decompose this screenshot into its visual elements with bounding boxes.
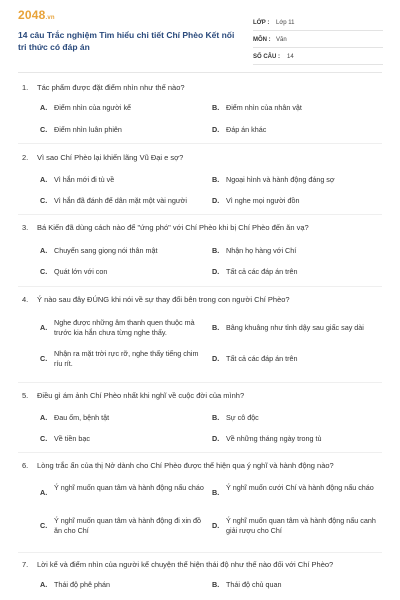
option-text: Về những tháng ngày trong tù xyxy=(226,434,322,443)
meta-row-count xyxy=(253,51,383,65)
option-text: Nghe được những âm thanh quen thuộc mà trước kia hắn chưa từng nghe thấy. xyxy=(54,318,195,337)
option-letter: A. xyxy=(40,103,48,112)
option-text: Ý nghĩ muốn quan tâm và hành động nấu cháo xyxy=(54,483,204,492)
option-letter: D. xyxy=(212,434,220,443)
option-text: Vì hắn mới đi tù về xyxy=(54,175,115,184)
question-number: 5. xyxy=(22,391,29,400)
option-letter: D. xyxy=(212,125,220,134)
meta-label: SỐ CÂU : xyxy=(253,54,280,60)
option-text: Đáp án khác xyxy=(226,125,267,134)
option-text: Ý nghĩ muốn quan tâm và hành động nấu canh giải rượu cho Chí xyxy=(226,516,376,535)
question-separator xyxy=(18,286,382,287)
option-text: Ý nghĩ muốn quan tâm và hành động đi xin đồ ăn cho Chí xyxy=(54,516,202,535)
option-text: Chuyển sang giọng nói thân mật xyxy=(54,246,158,255)
site-logo[interactable] xyxy=(18,8,55,22)
option-letter: D. xyxy=(212,267,220,276)
question-text: Tác phẩm được đặt điểm nhìn như thế nào? xyxy=(37,83,185,92)
meta-label: MÔN : xyxy=(253,37,271,43)
option-text: Về tiền bạc xyxy=(54,434,90,443)
option-letter: C. xyxy=(40,354,48,363)
option-letter: A. xyxy=(40,488,48,497)
option-text: Bâng khuâng như tỉnh dậy sau giấc say dài xyxy=(226,323,364,332)
option-text: Quát lớn với con xyxy=(54,267,108,276)
option-text: Vì nghe mọi người đồn xyxy=(226,196,300,205)
exam-meta xyxy=(253,17,383,68)
option-text: Tất cả các đáp án trên xyxy=(226,354,298,363)
option-letter: C. xyxy=(40,196,48,205)
option-letter: A. xyxy=(40,246,48,255)
question-separator xyxy=(18,552,382,553)
option-letter: A. xyxy=(40,323,48,332)
option-letter: D. xyxy=(212,521,220,530)
question-number: 2. xyxy=(22,153,29,162)
option-text: Điểm nhìn của người kể xyxy=(54,103,132,112)
meta-row-subject xyxy=(253,34,383,48)
question-separator xyxy=(18,143,382,144)
option-text: Nhận ra mặt trời rực rỡ, nghe thấy tiếng chim ríu rít. xyxy=(54,349,199,368)
header-divider xyxy=(18,72,382,73)
option-letter: B. xyxy=(212,175,220,184)
option-text: Đau ốm, bệnh tật xyxy=(54,413,110,422)
option-letter: B. xyxy=(212,103,220,112)
option-text: Thái độ phê phán xyxy=(54,580,110,589)
meta-label: LỚP : xyxy=(253,20,270,26)
option-letter: B. xyxy=(212,580,220,589)
question-text: Bá Kiến đã dùng cách nào để "ứng phó" với Chí Phèo khi bị Chí Phèo đến ăn vạ? xyxy=(37,223,309,232)
meta-value: Lớp 11 xyxy=(276,20,295,26)
logo-main: 2048 xyxy=(18,8,46,22)
question-separator xyxy=(18,452,382,453)
question-text: Lời kể và điểm nhìn của người kể chuyện thể hiện thái độ như thế nào đối với Chí Phèo? xyxy=(37,560,334,569)
option-text: Vì hắn đã đánh để dân mặt một vài người xyxy=(54,196,187,205)
option-letter: D. xyxy=(212,354,220,363)
question-number: 4. xyxy=(22,295,29,304)
option-letter: C. xyxy=(40,434,48,443)
option-text: Ngoại hình và hành động đáng sợ xyxy=(226,175,335,184)
option-letter: A. xyxy=(40,175,48,184)
exam-title: 14 câu Trắc nghiệm Tìm hiểu chi tiết Chí Phèo Kết nối tri thức có đáp án xyxy=(18,30,235,52)
option-letter: B. xyxy=(212,323,220,332)
meta-value: Văn xyxy=(276,37,287,43)
question-separator xyxy=(18,382,382,383)
question-text: Điều gì ám ảnh Chí Phèo nhất khi nghĩ về cuộc đời của mình? xyxy=(37,391,245,400)
logo-suffix: .vn xyxy=(45,15,55,21)
option-letter: B. xyxy=(212,413,220,422)
option-text: Tất cả các đáp án trên xyxy=(226,267,298,276)
option-text: Điểm nhìn luân phiên xyxy=(54,125,122,134)
question-text: Ý nào sau đây ĐÚNG khi nói về sự thay đổi bên trong con người Chí Phèo? xyxy=(37,295,290,304)
page-header xyxy=(18,8,382,70)
meta-value: 14 xyxy=(287,54,294,60)
question-number: 6. xyxy=(22,461,29,470)
question-number: 7. xyxy=(22,560,29,569)
question-text: Lòng trắc ẩn của thị Nở dành cho Chí Phèo được thể hiện qua ý nghĩ và hành động nào? xyxy=(37,461,334,470)
question-number: 3. xyxy=(22,223,29,232)
question-text: Vì sao Chí Phèo lại khiến lãng Vũ Đại e sợ? xyxy=(37,153,184,162)
question-number: 1. xyxy=(22,83,29,92)
option-text: Sự cô độc xyxy=(226,413,259,422)
option-letter: C. xyxy=(40,125,48,134)
option-text: Thái độ chủ quan xyxy=(226,580,282,589)
option-letter: B. xyxy=(212,246,220,255)
option-letter: C. xyxy=(40,267,48,276)
option-text: Ý nghĩ muốn cưới Chí và hành động nấu cháo xyxy=(226,483,374,492)
option-text: Điểm nhìn của nhân vật xyxy=(226,103,302,112)
option-letter: B. xyxy=(212,488,220,497)
option-letter: D. xyxy=(212,196,220,205)
option-letter: A. xyxy=(40,413,48,422)
option-letter: A. xyxy=(40,580,48,589)
meta-row-class xyxy=(253,17,383,31)
option-text: Nhận họ hàng với Chí xyxy=(226,246,297,255)
option-letter: C. xyxy=(40,521,48,530)
question-separator xyxy=(18,214,382,215)
